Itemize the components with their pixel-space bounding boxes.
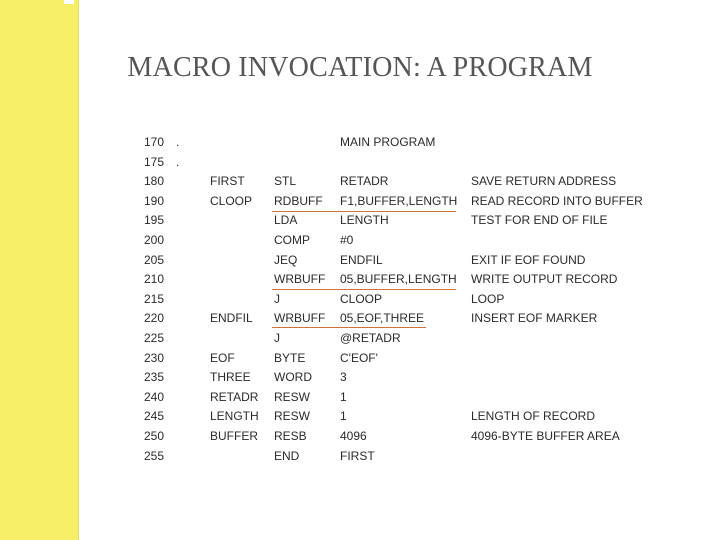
opcode-field: RESW <box>274 389 310 404</box>
macro-call-underline <box>272 327 426 328</box>
listing-row <box>138 172 658 190</box>
opcode-field: STL <box>274 174 297 189</box>
listing-row <box>138 251 658 269</box>
label-field: THREE <box>210 370 251 385</box>
comment-field: INSERT EOF MARKER <box>471 311 598 326</box>
operand-field: 05,BUFFER,LENGTH <box>340 272 457 287</box>
label-field: LENGTH <box>210 409 259 424</box>
opcode-field: RESB <box>274 429 307 443</box>
line-number: 220 <box>144 311 165 326</box>
operand-field: LENGTH <box>340 213 389 228</box>
operand-field: ENDFIL <box>340 252 383 267</box>
comment-field: SAVE RETURN ADDRESS <box>471 174 617 189</box>
line-number: 240 <box>144 389 165 404</box>
label-field: BUFFER <box>210 429 258 443</box>
opcode-field: BYTE <box>274 350 306 365</box>
listing-row <box>138 133 658 151</box>
line-number: 170 <box>144 135 165 149</box>
line-number: 215 <box>144 291 165 306</box>
slide-title: MACRO INVOCATION: A PROGRAM <box>127 52 593 83</box>
comment-field: 4096-BYTE BUFFER AREA <box>471 429 620 443</box>
listing-row <box>138 270 658 288</box>
operand-field: MAIN PROGRAM <box>340 135 436 149</box>
line-number: 235 <box>144 370 165 385</box>
line-number: 205 <box>144 252 165 267</box>
operand-field: FIRST <box>340 448 375 463</box>
label-field: ENDFIL <box>210 311 253 326</box>
comment-field: LOOP <box>471 291 505 306</box>
operand-field: #0 <box>340 233 354 247</box>
comment-field: EXIT IF EOF FOUND <box>471 252 586 267</box>
line-number: 190 <box>144 193 165 208</box>
label-field: FIRST <box>210 174 245 189</box>
operand-field: CLOOP <box>340 291 383 306</box>
opcode-field: WRBUFF <box>274 272 326 287</box>
opcode-field: LDA <box>274 213 298 228</box>
listing-row <box>138 309 658 327</box>
line-number: 250 <box>144 429 165 443</box>
comment-dot: . <box>176 135 180 149</box>
comment-field: READ RECORD INTO BUFFER <box>471 193 643 208</box>
opcode-field: RESW <box>274 409 310 424</box>
opcode-field: COMP <box>274 233 310 247</box>
label-field: RETADR <box>210 389 259 404</box>
operand-field: F1,BUFFER,LENGTH <box>340 193 458 208</box>
opcode-field: RDBUFF <box>274 193 323 208</box>
opcode-field: WORD <box>274 370 312 385</box>
listing-row <box>138 427 658 445</box>
line-number: 180 <box>144 174 165 189</box>
operand-field: 3 <box>340 370 347 385</box>
listing-row <box>138 211 658 229</box>
label-field: CLOOP <box>210 193 253 208</box>
operand-field: 05,EOF,THREE <box>340 311 425 326</box>
listing-row <box>138 329 658 347</box>
comment-field: WRITE OUTPUT RECORD <box>471 272 618 287</box>
label-field: EOF <box>210 350 235 365</box>
listing-row <box>138 192 658 210</box>
line-number: 230 <box>144 350 165 365</box>
listing-row <box>138 407 658 425</box>
listing-row <box>138 231 658 249</box>
operand-field: 1 <box>340 389 347 404</box>
operand-field: 4096 <box>340 429 367 443</box>
opcode-field: WRBUFF <box>274 311 326 326</box>
line-number: 175 <box>144 154 165 169</box>
listing-row <box>138 447 658 465</box>
operand-field: RETADR <box>340 174 389 189</box>
line-number: 225 <box>144 331 165 345</box>
opcode-field: J <box>274 291 280 306</box>
listing-row <box>138 368 658 386</box>
opcode-field: JEQ <box>274 252 298 267</box>
left-band-notch <box>64 0 74 4</box>
operand-field: @RETADR <box>340 331 401 345</box>
comment-field: LENGTH OF RECORD <box>471 409 596 424</box>
operand-field: C'EOF' <box>340 350 378 365</box>
line-number: 245 <box>144 409 165 424</box>
listing-row <box>138 153 658 171</box>
listing-row <box>138 290 658 308</box>
comment-field: TEST FOR END OF FILE <box>471 213 608 228</box>
line-number: 195 <box>144 213 165 228</box>
line-number: 210 <box>144 272 165 287</box>
listing-row <box>138 349 658 367</box>
opcode-field: END <box>274 448 300 463</box>
line-number: 200 <box>144 233 165 247</box>
program-listing <box>138 133 658 473</box>
line-number: 255 <box>144 448 165 463</box>
comment-dot: . <box>176 154 180 169</box>
listing-row <box>138 388 658 406</box>
operand-field: 1 <box>340 409 347 424</box>
opcode-field: J <box>274 331 280 345</box>
